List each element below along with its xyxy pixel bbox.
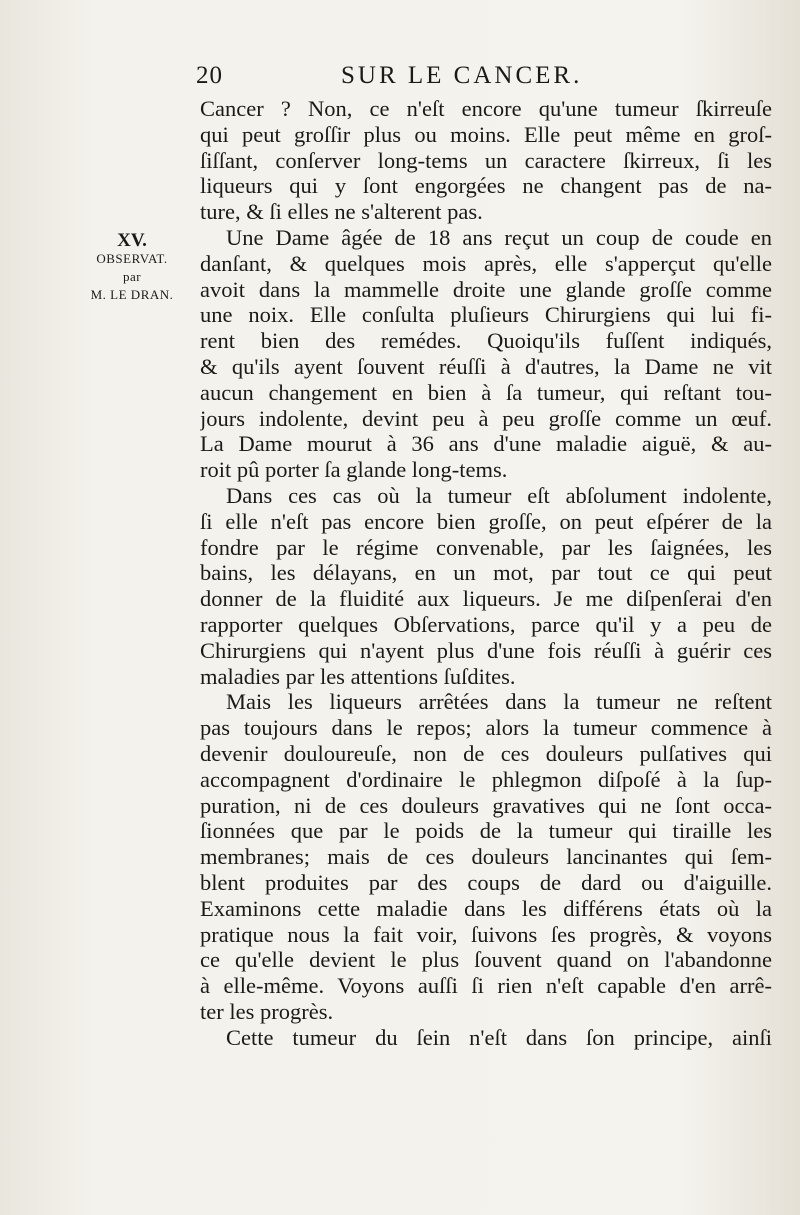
body-text bbox=[200, 96, 772, 1050]
text-line: roit pû porter ſa glande long-tems. bbox=[200, 457, 508, 483]
text-line: aucun changement en bien à ſa tumeur, qui reſtant tou- bbox=[200, 379, 772, 405]
text-line: maladies par les attentions ſuſdites. bbox=[200, 663, 516, 689]
observation-author: M. LE DRAN. bbox=[90, 287, 174, 302]
text-line: pas toujours dans le repos; alors la tumeur commence à bbox=[200, 715, 772, 741]
text-line: Une Dame âgée de 18 ans reçut un coup de coude en bbox=[226, 224, 772, 250]
observation-par: par bbox=[122, 269, 142, 284]
text-line: qui peut groſſir plus ou moins. Elle peut même en groſ- bbox=[200, 121, 772, 147]
text-line: ce qu'elle devient le plus ſouvent quand on l'abandonne bbox=[200, 947, 772, 973]
text-line: danſant, & quelques mois après, elle s'apperçut qu'elle bbox=[200, 250, 772, 276]
text-line: fondre par le régime convenable, par les ſaignées, les bbox=[200, 534, 772, 560]
text-line: ture, & ſi elles ne s'alterent pas. bbox=[200, 199, 483, 225]
text-line: Mais les liqueurs arrêtées dans la tumeur ne reſtent bbox=[226, 689, 772, 715]
text-line: à elle-même. Voyons auſſi ſi rien n'eſt capable d'en arrê- bbox=[200, 973, 772, 999]
text-line: rent bien des remédes. Quoiqu'ils fuſſent indiqués, bbox=[200, 328, 772, 354]
text-line: blent produites par des coups de dard ou d'aiguille. bbox=[200, 869, 772, 895]
text-line: ſi elle n'eſt pas encore bien groſſe, on peut eſpérer de la bbox=[200, 508, 772, 534]
text-line: ſionnées que par le poids de la tumeur qui tiraille les bbox=[200, 818, 772, 844]
text-line: & qu'ils ayent ſouvent réuſſi à d'autres, la Dame ne vit bbox=[200, 353, 772, 379]
text-line: une noix. Elle conſulta pluſieurs Chirurgiens qui lui fi- bbox=[200, 302, 772, 328]
text-line: membranes; mais de ces douleurs lancinantes qui ſem- bbox=[200, 844, 772, 870]
margin-note bbox=[72, 232, 192, 304]
text-line: La Dame mourut à 36 ans d'une maladie aiguë, & au- bbox=[200, 431, 772, 457]
text-line: ter les progrès. bbox=[200, 998, 334, 1024]
text-line: Dans ces cas où la tumeur eſt abſolument indolente, bbox=[226, 482, 772, 508]
text-line: bains, les délayans, en un mot, par tout ce qui peut bbox=[200, 560, 772, 586]
text-line: Chirurgiens qui n'ayent plus d'une fois réuſſi à guérir ces bbox=[200, 637, 772, 663]
text-line: jours indolente, devint peu à peu groſſe comme un œuf. bbox=[200, 405, 772, 431]
text-line: accompagnent d'ordinaire le phlegmon diſpoſé à la ſup- bbox=[200, 766, 772, 792]
text-line: devenir douloureuſe, non de ces douleurs pulſatives qui bbox=[200, 740, 772, 766]
text-line: liqueurs qui y ſont engorgées ne changent pas de na- bbox=[200, 173, 772, 199]
text-line: Examinons cette maladie dans les différens états où la bbox=[200, 895, 772, 921]
text-line: ſiſſant, conſerver long-tems un caractere ſkirreux, ſi les bbox=[200, 147, 772, 173]
text-line: avoit dans la mammelle droite une glande groſſe comme bbox=[200, 276, 772, 302]
text-line: Cancer ? Non, ce n'eſt encore qu'une tumeur ſkirreuſe bbox=[200, 96, 772, 121]
observation-number: XV. bbox=[117, 230, 147, 251]
page-header bbox=[196, 62, 776, 96]
text-line: donner de la fluidité aux liqueurs. Je me diſpenſerai d'en bbox=[200, 586, 772, 612]
observation-label: OBSERVAT. bbox=[96, 251, 168, 266]
text-line: puration, ni de ces douleurs gravatives qui ne ſont occa- bbox=[200, 792, 772, 818]
running-title: SUR LE CANCER. bbox=[341, 62, 583, 89]
text-line: rapporter quelques Obſervations, parce qu'il y a peu de bbox=[200, 611, 772, 637]
text-line: Cette tumeur du ſein n'eſt dans ſon principe, ainſi bbox=[226, 1024, 772, 1050]
text-line: pratique nous la fait voir, ſuivons ſes progrès, & voyons bbox=[200, 921, 772, 947]
page-number: 20 bbox=[196, 62, 223, 89]
